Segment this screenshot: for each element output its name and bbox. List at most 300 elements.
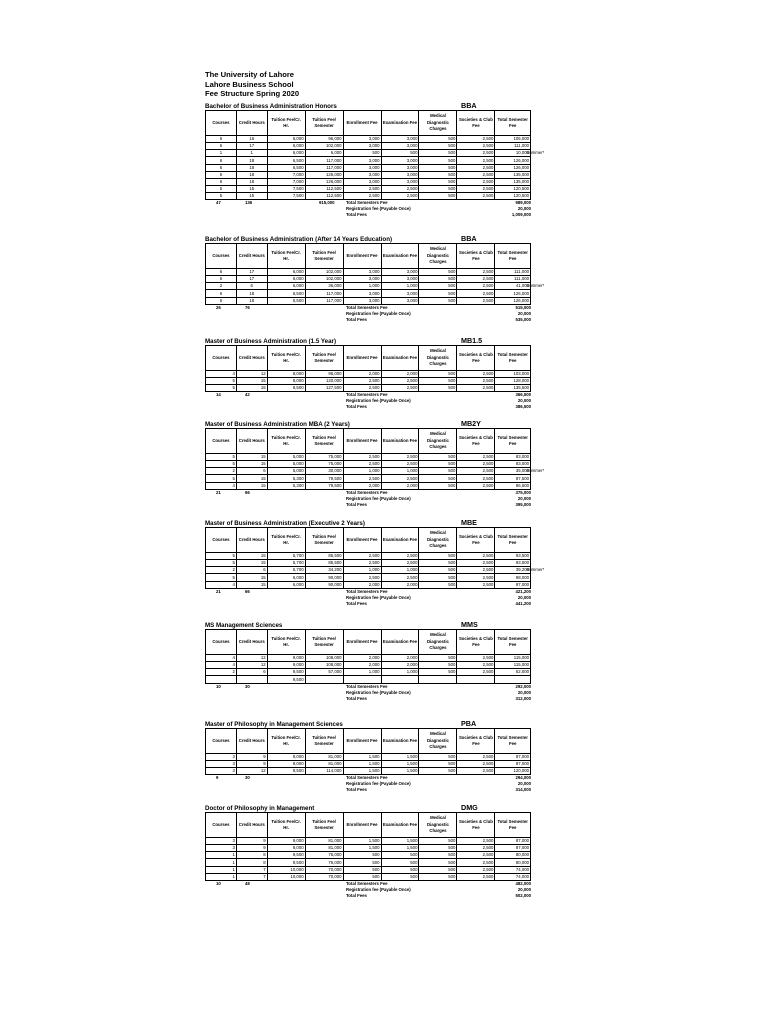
table-cell: 87,000 — [495, 837, 531, 844]
table-cell: 111,000 — [495, 268, 531, 275]
table-cell: 5,000 — [267, 460, 305, 467]
column-header: Total Semester Fee — [495, 243, 531, 268]
program-sections — [205, 99, 575, 899]
table-cell: 2,500 — [457, 135, 495, 142]
table-cell: 15 — [236, 581, 267, 588]
table-row — [206, 837, 531, 844]
column-header: Enrollment Fee — [343, 728, 381, 753]
column-header: Enrollment Fee — [343, 243, 381, 268]
table-cell: 3,000 — [381, 171, 419, 178]
table-cell: 2,500 — [457, 559, 495, 566]
column-header: Medical Diagnostic Charges — [419, 527, 457, 552]
table-cell: 9,500 — [267, 676, 305, 683]
column-header: Total Semester Fee — [495, 110, 531, 135]
table-row — [206, 567, 531, 574]
table-cell: 126,000 — [305, 171, 343, 178]
table-cell: 9 — [236, 844, 267, 851]
table-cell: 18 — [236, 297, 267, 304]
total-value: 20,000 — [517, 689, 531, 695]
program-code: MB1.5 — [461, 335, 483, 345]
table-cell: 500 — [419, 370, 457, 377]
program-code: BBA — [461, 100, 477, 110]
summary-value: 14 — [216, 392, 221, 398]
total-line — [205, 787, 575, 793]
table-cell: 2,500 — [343, 377, 381, 384]
total-value: 421,200 — [515, 588, 531, 594]
column-header: Credit Hours — [236, 345, 267, 370]
table-cell: 2,500 — [457, 661, 495, 668]
program-code: MMS — [461, 619, 478, 629]
table-cell: 3 — [206, 844, 237, 851]
table-cell: 3,000 — [343, 275, 381, 282]
table-cell: 500 — [419, 760, 457, 767]
section-title: Doctor of Philosophy in Management — [205, 804, 315, 812]
total-label: Registration fee (Payable Once) — [346, 206, 411, 212]
table-cell: 6 — [206, 297, 237, 304]
table-cell: 3,000 — [381, 268, 419, 275]
summary-value: 76 — [245, 304, 250, 310]
table-cell: 1 — [206, 859, 237, 866]
table-cell — [495, 676, 531, 683]
table-cell: 85,500 — [305, 559, 343, 566]
table-cell: 3,000 — [381, 290, 419, 297]
table-cell: 500 — [419, 186, 457, 193]
table-cell: 9,000 — [267, 654, 305, 661]
section-title: Master of Business Administration (1.5 Year) — [205, 337, 337, 345]
table-cell: 8 — [236, 852, 267, 859]
table-cell: 5 — [206, 377, 237, 384]
summary-value: 66 — [245, 588, 250, 594]
column-header: Credit Hours — [236, 728, 267, 753]
column-header: Examination Fee — [381, 428, 419, 453]
table-cell: 135,000 — [495, 171, 531, 178]
table-cell: 93,500 — [495, 559, 531, 566]
table-cell: 4 — [206, 661, 237, 668]
table-cell: 6,000 — [305, 150, 343, 157]
table-cell: 6 — [206, 275, 237, 282]
total-value: 535,000 — [515, 316, 531, 322]
table-row — [206, 468, 531, 475]
summary-value: 10 — [216, 683, 221, 689]
table-cell: 102,000 — [305, 268, 343, 275]
total-value: 20,000 — [517, 206, 531, 212]
table-cell: 83,000 — [495, 460, 531, 467]
summary-value: 47 — [216, 200, 221, 206]
table-cell: 1,000 — [343, 283, 381, 290]
table-row — [206, 178, 531, 185]
table-row — [206, 171, 531, 178]
table-cell: 2,500 — [457, 581, 495, 588]
table-cell: 500 — [419, 297, 457, 304]
table-cell: 6,000 — [267, 574, 305, 581]
table-cell: 2,500 — [343, 193, 381, 200]
table-cell: 3,000 — [343, 178, 381, 185]
table-cell: 500 — [419, 567, 457, 574]
column-header: Courses — [206, 812, 237, 837]
table-cell: 3,000 — [343, 297, 381, 304]
column-header: Courses — [206, 110, 237, 135]
table-cell: 3,000 — [381, 135, 419, 142]
table-row — [206, 290, 531, 297]
table-cell: 5,700 — [267, 552, 305, 559]
table-cell: 87,000 — [495, 760, 531, 767]
table-cell: 1,500 — [381, 753, 419, 760]
fee-table — [205, 243, 545, 305]
table-cell: 500 — [419, 482, 457, 489]
table-cell: 15 — [236, 475, 267, 482]
table-cell: 500 — [419, 275, 457, 282]
section-title-row — [205, 417, 575, 428]
table-row — [206, 157, 531, 164]
table-cell: 6 — [236, 283, 267, 290]
table-cell: 2,500 — [457, 844, 495, 851]
table-cell: 2,000 — [381, 654, 419, 661]
summary-value: 26 — [216, 304, 221, 310]
table-cell: 35,000 Summer* — [495, 468, 531, 475]
table-cell: 3,000 — [381, 178, 419, 185]
column-header: Examination Fee — [381, 110, 419, 135]
table-cell: 1 — [236, 150, 267, 157]
column-header: Enrollment Fee — [343, 812, 381, 837]
summary-value: 10 — [216, 880, 221, 886]
table-cell: 2,500 — [381, 385, 419, 392]
table-cell: 500 — [381, 859, 419, 866]
section-title-row — [205, 99, 575, 110]
table-cell: 2,500 — [343, 186, 381, 193]
table-cell: 1 — [206, 873, 237, 880]
table-row — [206, 852, 531, 859]
table-cell: 2,500 — [381, 186, 419, 193]
column-header: Tuition Fee/Cr. Hr. — [267, 728, 305, 753]
table-cell: 120,000 — [305, 377, 343, 384]
table-cell: 1,500 — [381, 768, 419, 775]
table-cell: 9,500 — [267, 669, 305, 676]
table-cell: 39,200 Summer* — [495, 567, 531, 574]
table-cell: 87,500 — [495, 475, 531, 482]
table-row — [206, 873, 531, 880]
table-cell: 500 — [419, 661, 457, 668]
table-cell: 4 — [206, 581, 237, 588]
summer-note: Summer* — [526, 283, 545, 289]
table-cell: 9,500 — [267, 859, 305, 866]
total-value: 20,000 — [517, 781, 531, 787]
summary-value: 66 — [245, 489, 250, 495]
table-cell: 500 — [419, 150, 457, 157]
table-row — [206, 164, 531, 171]
table-cell: 3,000 — [343, 268, 381, 275]
total-label: Registration fee (Payable Once) — [346, 689, 411, 695]
table-cell: 6 — [206, 142, 237, 149]
table-row — [206, 283, 531, 290]
table-cell: 6,000 — [267, 268, 305, 275]
section-title: Master of Business Administration MBA (2 Years) — [205, 420, 350, 428]
table-cell: 500 — [419, 475, 457, 482]
table-cell: 2,500 — [457, 385, 495, 392]
table-row — [206, 385, 531, 392]
table-cell: 9 — [236, 753, 267, 760]
table-header-row — [206, 812, 531, 837]
table-cell: 2,500 — [343, 385, 381, 392]
column-header: Enrollment Fee — [343, 428, 381, 453]
table-cell: 120,500 — [495, 186, 531, 193]
table-row — [206, 186, 531, 193]
table-row — [206, 150, 531, 157]
total-line — [205, 601, 575, 607]
table-row — [206, 574, 531, 581]
section-title: MS Management Sciences — [205, 621, 283, 629]
section-title-row — [205, 232, 575, 243]
table-cell: 2,500 — [457, 290, 495, 297]
column-header: Enrollment Fee — [343, 629, 381, 654]
table-cell: 2 — [206, 567, 237, 574]
table-cell: 15 — [236, 460, 267, 467]
column-header: Courses — [206, 728, 237, 753]
table-cell: 500 — [419, 581, 457, 588]
total-label: Total Semesters Fee — [346, 683, 388, 689]
table-row — [206, 142, 531, 149]
table-cell: 2,500 — [457, 567, 495, 574]
table-cell — [381, 676, 419, 683]
table-cell: 3,000 — [381, 275, 419, 282]
table-cell: 9,000 — [267, 837, 305, 844]
table-cell: 2,000 — [343, 482, 381, 489]
table-cell: 5 — [206, 453, 237, 460]
table-cell: 500 — [419, 157, 457, 164]
table-cell: 80,000 — [495, 859, 531, 866]
table-cell: 127,500 — [305, 385, 343, 392]
column-header: Medical Diagnostic Charges — [419, 110, 457, 135]
table-cell: 1,000 — [381, 468, 419, 475]
table-cell: 3,000 — [343, 290, 381, 297]
table-cell: 2,000 — [343, 370, 381, 377]
table-cell: 36,000 — [305, 283, 343, 290]
column-header: Tuition Fee/ Semester — [305, 110, 343, 135]
table-cell: 6 — [206, 268, 237, 275]
table-cell: 6,000 — [267, 275, 305, 282]
table-cell: 1,500 — [381, 837, 419, 844]
column-header: Total Semester Fee — [495, 345, 531, 370]
table-cell: 62,000 — [495, 669, 531, 676]
table-cell: 500 — [343, 859, 381, 866]
column-header: Societies & Club Fee — [457, 110, 495, 135]
table-cell: 2,000 — [381, 370, 419, 377]
column-header: Examination Fee — [381, 629, 419, 654]
table-cell: 41,000 Summer* — [495, 283, 531, 290]
table-cell: 500 — [343, 852, 381, 859]
total-label: Total Fees — [346, 316, 367, 322]
table-cell: 2,500 — [457, 453, 495, 460]
table-cell: 18 — [236, 290, 267, 297]
table-cell: 86,500 — [495, 482, 531, 489]
table-cell: 6 — [236, 669, 267, 676]
table-cell: 2,000 — [381, 482, 419, 489]
total-label: Total Fees — [346, 212, 367, 218]
table-cell: 8 — [236, 859, 267, 866]
table-cell: 17 — [236, 142, 267, 149]
column-header: Societies & Club Fee — [457, 243, 495, 268]
summary-value: 30 — [245, 683, 250, 689]
table-cell: 1 — [206, 852, 237, 859]
fee-table — [205, 629, 531, 684]
column-header: Tuition Fee/Cr. Hr. — [267, 527, 305, 552]
table-row — [206, 460, 531, 467]
table-cell: 2,500 — [457, 837, 495, 844]
table-cell: 2,500 — [457, 164, 495, 171]
table-cell: 500 — [419, 193, 457, 200]
table-cell: 2,500 — [381, 193, 419, 200]
table-cell: 74,000 — [495, 873, 531, 880]
total-value: 294,000 — [515, 775, 531, 781]
column-header: Medical Diagnostic Charges — [419, 812, 457, 837]
table-cell: 108,000 — [305, 661, 343, 668]
table-cell: 5 — [206, 475, 237, 482]
table-row — [206, 297, 531, 304]
fee-table — [205, 812, 531, 881]
table-cell: 7,000 — [267, 171, 305, 178]
total-value: 386,500 — [515, 404, 531, 410]
table-cell: 6,500 — [267, 297, 305, 304]
table-cell: 2,500 — [457, 142, 495, 149]
fee-section — [205, 232, 575, 334]
table-row — [206, 453, 531, 460]
table-cell: 2,500 — [457, 866, 495, 873]
university-name: The University of Lahore — [205, 70, 295, 79]
table-cell: 6,500 — [267, 157, 305, 164]
table-cell: 3,000 — [381, 164, 419, 171]
table-cell: 15 — [236, 385, 267, 392]
column-header: Credit Hours — [236, 243, 267, 268]
table-cell: 120,500 — [495, 193, 531, 200]
table-cell: 76,000 — [305, 859, 343, 866]
total-line — [205, 893, 575, 899]
table-row — [206, 654, 531, 661]
table-cell: 2,500 — [343, 559, 381, 566]
table-cell: 500 — [419, 142, 457, 149]
table-cell: 500 — [419, 837, 457, 844]
total-label: Total Fees — [346, 787, 367, 793]
table-cell: 5 — [206, 186, 237, 193]
column-header: Enrollment Fee — [343, 527, 381, 552]
table-cell: 15 — [236, 559, 267, 566]
table-cell: 3 — [206, 760, 237, 767]
table-cell: 500 — [419, 164, 457, 171]
program-code: MB2Y — [461, 418, 481, 428]
fee-section — [205, 99, 575, 232]
table-row — [206, 275, 531, 282]
table-cell: 18 — [236, 178, 267, 185]
table-row — [206, 559, 531, 566]
table-cell: 12 — [236, 768, 267, 775]
table-cell: 2,500 — [381, 559, 419, 566]
summary-value: 30 — [245, 775, 250, 781]
section-title: Master of Philosophy in Management Sciences — [205, 720, 343, 728]
table-cell: 2,500 — [457, 574, 495, 581]
section-title-row — [205, 717, 575, 728]
table-cell: 126,000 — [495, 164, 531, 171]
table-cell: 2,500 — [457, 475, 495, 482]
table-cell: 117,000 — [305, 290, 343, 297]
table-cell: 2,500 — [457, 669, 495, 676]
table-cell: 3,000 — [343, 135, 381, 142]
table-cell: 1,000 — [343, 669, 381, 676]
table-cell: 6 — [236, 567, 267, 574]
table-cell: 115,000 — [495, 661, 531, 668]
table-cell: 6,000 — [267, 283, 305, 290]
table-cell: 70,000 — [305, 866, 343, 873]
table-cell: 5,300 — [267, 475, 305, 482]
table-cell: 117,000 — [305, 157, 343, 164]
section-title-row — [205, 516, 575, 527]
table-cell: 6 — [206, 164, 237, 171]
section-title-row — [205, 334, 575, 345]
table-cell: 2,000 — [343, 654, 381, 661]
fee-table — [205, 110, 545, 201]
program-code: DMG — [461, 802, 478, 812]
table-cell: 75,000 — [305, 460, 343, 467]
total-value: 366,500 — [515, 392, 531, 398]
table-cell: 3,000 — [381, 142, 419, 149]
total-value: 20,000 — [517, 886, 531, 892]
table-cell: 7,500 — [267, 193, 305, 200]
table-cell: 500 — [419, 290, 457, 297]
total-label: Total Fees — [346, 404, 367, 410]
table-cell: 15 — [236, 377, 267, 384]
total-label: Total Semesters Fee — [346, 304, 388, 310]
column-header: Total Semester Fee — [495, 812, 531, 837]
table-cell: 8,500 — [267, 385, 305, 392]
table-cell: 2,500 — [457, 468, 495, 475]
table-row — [206, 676, 531, 683]
table-cell: 15 — [236, 574, 267, 581]
column-header: Tuition Fee/Cr. Hr. — [267, 428, 305, 453]
section-title: Master of Business Administration (Executive 2 Years) — [205, 519, 365, 527]
table-cell: 111,000 — [495, 275, 531, 282]
table-header-row — [206, 110, 531, 135]
table-cell: 3 — [206, 768, 237, 775]
table-cell: 6 — [206, 135, 237, 142]
table-cell: 30,000 — [305, 468, 343, 475]
table-cell: 2,500 — [457, 859, 495, 866]
table-cell: 500 — [419, 552, 457, 559]
table-row — [206, 753, 531, 760]
table-cell: 4 — [206, 654, 237, 661]
table-cell: 5 — [206, 574, 237, 581]
total-value: 20,000 — [517, 594, 531, 600]
total-label: Registration fee (Payable Once) — [346, 398, 411, 404]
column-header: Tuition Fee/Cr. Hr. — [267, 110, 305, 135]
total-value: 502,000 — [515, 892, 531, 898]
table-row — [206, 377, 531, 384]
table-cell: 108,000 — [305, 654, 343, 661]
fee-section — [205, 801, 575, 899]
column-header: Societies & Club Fee — [457, 428, 495, 453]
table-cell — [236, 676, 267, 683]
table-cell: 500 — [381, 873, 419, 880]
column-header: Total Semester Fee — [495, 428, 531, 453]
table-cell: 500 — [381, 150, 419, 157]
table-cell: 1,500 — [343, 760, 381, 767]
column-header: Medical Diagnostic Charges — [419, 728, 457, 753]
table-row — [206, 135, 531, 142]
table-cell: 6 — [236, 468, 267, 475]
column-header: Tuition Fee/ Semester — [305, 428, 343, 453]
table-cell: 500 — [419, 171, 457, 178]
table-cell: 15 — [236, 453, 267, 460]
table-cell: 2,500 — [457, 283, 495, 290]
table-cell: 120,000 — [495, 768, 531, 775]
fee-table — [205, 527, 545, 589]
table-cell: 81,000 — [305, 844, 343, 851]
